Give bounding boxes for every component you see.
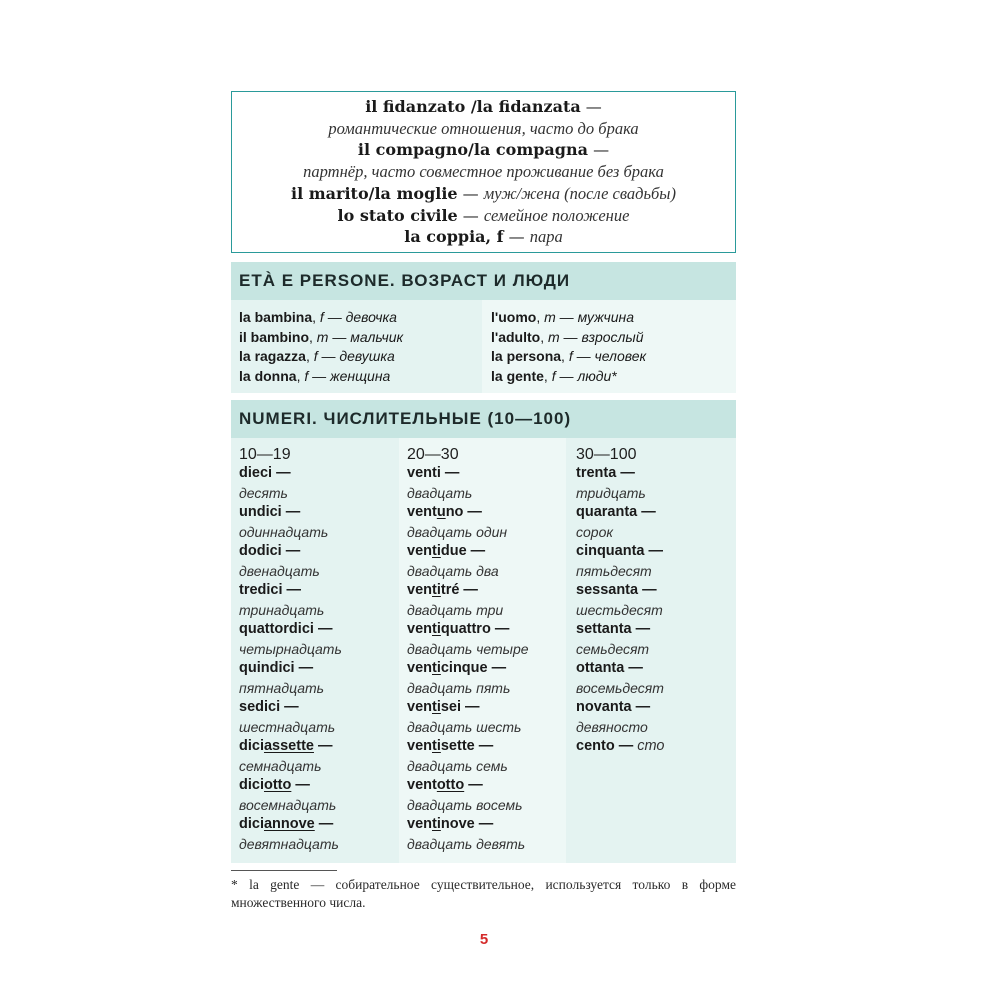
number-entry [239, 815, 396, 854]
number-entry [239, 776, 396, 815]
number-entry [239, 542, 396, 581]
number-translation: восемьдесят [576, 679, 664, 696]
vocab-row: la persona, f — человек [491, 348, 647, 364]
vocab-row: la bambina, f — девочка [239, 309, 397, 325]
vocab-translation: мужчина [577, 309, 635, 325]
vocab-word: la persona [491, 348, 562, 364]
number-word: venti — [407, 465, 460, 481]
number-translation: девяносто [576, 718, 648, 735]
number-entry [239, 737, 396, 776]
number-entry [407, 815, 566, 854]
number-translation: девятнадцать [239, 835, 339, 852]
vocab-term: il compagno/la compagna [357, 140, 588, 160]
number-translation: двадцать [407, 484, 473, 501]
number-entry [407, 503, 566, 542]
number-translation: семнадцать [239, 757, 322, 774]
vocab-translation: девушка [339, 348, 395, 364]
vocab-dash: — [457, 183, 484, 203]
numbers-body [231, 438, 736, 863]
number-entry [239, 659, 396, 698]
number-word-part: ottanta [576, 660, 625, 676]
number-word: dodici — [239, 543, 301, 559]
number-word-part: sedici [239, 699, 281, 715]
vocab-row: il bambino, m — мальчик [239, 328, 404, 345]
number-word: diciotto — [239, 777, 310, 793]
number-entry [576, 503, 736, 542]
number-word: cento — сто [576, 738, 665, 754]
number-word-part: vent [407, 777, 437, 793]
number-word: settanta — [576, 621, 651, 637]
number-translation: двадцать шесть [407, 718, 522, 735]
number-entry [407, 737, 566, 776]
number-word-part: tredici [239, 582, 283, 598]
number-translation: десять [239, 484, 288, 501]
number-entry [407, 542, 566, 581]
number-translation: восемнадцать [239, 796, 337, 813]
age-people-left-column [239, 308, 479, 386]
vocab-gender: f [304, 367, 309, 384]
number-word-part: dieci [239, 465, 273, 481]
number-translation: сорок [576, 523, 613, 540]
number-translation: пятнадцать [239, 679, 325, 696]
number-word-stress: assette [263, 738, 314, 754]
vocab-translation: девочка [345, 309, 397, 325]
age-people-right-column [482, 300, 736, 393]
number-entry [407, 464, 566, 503]
number-translation: одиннадцать [239, 523, 329, 540]
number-translation: двадцать пять [407, 679, 511, 696]
vocab-gender: f [313, 348, 318, 364]
number-word: trenta — [576, 465, 635, 481]
numbers-column-head: 10—19 [239, 446, 291, 463]
number-word: ventidue — [407, 543, 486, 559]
vocab-word: la bambina [239, 309, 313, 325]
number-word-stress: ti [432, 738, 441, 754]
number-word-part: undici [239, 504, 282, 520]
vocab-gender: m [316, 328, 329, 345]
number-translation: двадцать два [407, 562, 499, 579]
vocab-line [232, 205, 735, 227]
vocab-term: lo stato civile [337, 205, 458, 225]
age-people-section [231, 262, 736, 393]
number-word-part: nove [440, 816, 475, 832]
number-word-stress: ti [432, 660, 441, 676]
numbers-column-head: 20—30 [407, 446, 459, 463]
number-word-part: sei [440, 699, 462, 715]
number-word: tredici — [239, 582, 302, 598]
number-word-part: ven [407, 816, 432, 832]
footnote: * la gente — собирательное существительное, используется только в форме множественного числа. [231, 877, 736, 910]
number-entry [576, 581, 736, 620]
number-word-part: venti [407, 465, 441, 481]
vocab-word: la gente [491, 367, 544, 384]
number-word-part: dici [239, 738, 264, 754]
number-word-stress: ti [432, 621, 441, 637]
number-word-part: quindici [239, 660, 295, 676]
number-word-stress: otto [436, 777, 465, 793]
vocab-row: la donna, f — женщина [239, 367, 391, 384]
number-entry [576, 659, 736, 698]
number-word: quindici — [239, 660, 314, 676]
vocab-line [232, 226, 735, 248]
number-translation: двадцать три [407, 601, 504, 618]
number-word: ventotto — [407, 777, 483, 793]
number-translation: тринадцать [239, 601, 325, 618]
vocab-translation: люди* [577, 367, 617, 384]
number-word-part: sessanta [576, 582, 639, 598]
number-entry [576, 737, 736, 757]
vocab-dash: — [587, 140, 610, 160]
vocab-translation: взрослый [581, 328, 644, 345]
number-word-part: vent [407, 504, 437, 520]
vocab-dash: — [580, 97, 602, 116]
number-word-part: settanta [576, 621, 632, 637]
vocab-translation: романтические отношения, часто до брака [328, 118, 639, 138]
number-entry [576, 464, 736, 503]
number-translation: двадцать семь [407, 757, 508, 774]
number-word-part: ven [407, 738, 432, 754]
number-word-stress: u [436, 504, 446, 520]
vocab-row: l'uomo, m — мужчина [491, 309, 635, 325]
number-word-part: dici [239, 816, 264, 832]
number-entry [407, 620, 566, 659]
vocab-dash: — [503, 227, 530, 247]
number-word: ventiquattro — [407, 621, 510, 637]
vocab-word: l'uomo [491, 309, 537, 325]
number-translation: четырнадцать [239, 640, 342, 657]
number-word-part: ven [407, 582, 432, 598]
relationship-vocab-box [231, 91, 736, 253]
vocab-line [232, 183, 735, 205]
vocab-line [232, 139, 735, 161]
number-entry [239, 464, 396, 503]
number-word-stress: otto [263, 777, 292, 793]
vocab-word: il bambino [239, 328, 309, 345]
number-entry [239, 503, 396, 542]
number-translation: сто [637, 738, 665, 754]
number-word: ventisei — [407, 699, 480, 715]
number-word: ottanta — [576, 660, 643, 676]
vocab-translation: мальчик [350, 328, 404, 345]
number-translation: двадцать восемь [407, 796, 523, 813]
number-word-part: ven [407, 660, 432, 676]
number-entry [239, 581, 396, 620]
number-word-part: cento [576, 738, 615, 754]
number-word: cinquanta — [576, 543, 664, 559]
number-entry [407, 581, 566, 620]
vocab-term: la coppia, f [404, 227, 504, 247]
number-word: ventinove — [407, 816, 494, 832]
number-entry [407, 776, 566, 815]
number-word-stress: ti [432, 582, 441, 598]
number-word-part: dodici [239, 543, 282, 559]
number-word-part: quattordici [239, 621, 314, 637]
page-number-text: 5 [479, 931, 489, 948]
vocab-line [232, 118, 735, 140]
vocab-dash: — [457, 205, 484, 225]
vocab-row: la ragazza, f — девушка [239, 348, 395, 364]
number-translation: двадцать один [407, 523, 508, 540]
number-translation: двенадцать [239, 562, 320, 579]
vocab-translation: семейное положение [483, 205, 630, 225]
vocab-translation: партнёр, часто совместное проживание без брака [303, 162, 664, 182]
number-word: diciassette — [239, 738, 333, 754]
number-word-part: novanta [576, 699, 632, 715]
numbers-heading: NUMERI. ЧИСЛИТЕЛЬНЫЕ (10—100) [231, 400, 736, 438]
number-translation: двадцать четыре [407, 640, 529, 657]
number-word-part: dici [239, 777, 264, 793]
number-word-part: sette [440, 738, 475, 754]
numbers-column [399, 438, 566, 863]
vocab-translation: пара [529, 227, 563, 247]
numbers-column [231, 438, 396, 863]
number-word-stress: ti [432, 699, 441, 715]
numbers-column [569, 438, 736, 863]
vocab-translation: муж/жена (после свадьбы) [483, 183, 676, 203]
number-word: ventuno — [407, 504, 482, 520]
vocab-term: il fidanzato /la fidanzata [365, 97, 581, 116]
vocab-gender: f [568, 348, 573, 364]
vocab-translation: человек [594, 348, 647, 364]
number-word: sedici — [239, 699, 299, 715]
vocab-gender: m [544, 309, 556, 325]
number-word-stress: annove [263, 816, 315, 832]
number-word-part: due [440, 543, 467, 559]
number-word: undici — [239, 504, 301, 520]
vocab-gender: f [319, 309, 324, 325]
vocab-gender: f [551, 367, 556, 384]
numbers-column-head: 30—100 [576, 446, 637, 463]
number-word-part: ven [407, 543, 432, 559]
number-translation: пятьдесят [576, 562, 652, 579]
number-translation: шестнадцать [239, 718, 336, 735]
vocab-line [232, 96, 735, 118]
number-word: ventisette — [407, 738, 494, 754]
number-word-part: trenta [576, 465, 617, 481]
age-people-heading: ETÀ E PERSONE. ВОЗРАСТ И ЛЮДИ [231, 262, 736, 300]
number-translation: двадцать девять [407, 835, 526, 852]
number-entry [576, 542, 736, 581]
vocab-gender: m [548, 328, 560, 345]
vocab-word: la ragazza [239, 348, 306, 364]
number-word-stress: ti [432, 816, 441, 832]
number-word-part: no [445, 504, 464, 520]
vocab-row: la gente, f — люди* [491, 367, 617, 384]
number-word: dieci — [239, 465, 291, 481]
number-entry [407, 659, 566, 698]
number-entry [239, 698, 396, 737]
number-word-part: ven [407, 621, 432, 637]
number-word-stress: ti [432, 543, 441, 559]
vocab-word: la donna [239, 367, 297, 384]
number-word-part: quaranta [576, 504, 638, 520]
number-translation: тридцать [576, 484, 646, 501]
number-word: diciannove — [239, 816, 334, 832]
page-number [0, 931, 1000, 948]
number-entry [576, 620, 736, 659]
number-entry [407, 698, 566, 737]
number-word: venticinque — [407, 660, 507, 676]
vocab-translation: женщина [330, 367, 391, 384]
number-word-part: cinque [440, 660, 488, 676]
number-word: ventitré — [407, 582, 478, 598]
number-word: novanta — [576, 699, 651, 715]
number-word-part: quattro [440, 621, 491, 637]
age-people-body [231, 300, 736, 393]
footnote-rule [231, 870, 337, 871]
vocab-line [232, 161, 735, 183]
number-word: quattordici — [239, 621, 333, 637]
vocab-word: l'adulto [491, 328, 541, 345]
number-word-part: ven [407, 699, 432, 715]
vocab-term: il marito/la moglie [291, 183, 458, 203]
number-translation: шестьдесят [576, 601, 663, 618]
vocab-row: l'adulto, m — взрослый [491, 328, 644, 345]
number-entry [576, 698, 736, 737]
number-translation: семьдесят [576, 640, 650, 657]
number-entry [239, 620, 396, 659]
numbers-section [231, 400, 736, 863]
number-word-part: cinquanta [576, 543, 645, 559]
number-word: sessanta — [576, 582, 657, 598]
number-word-part: tré [440, 582, 460, 598]
number-word: quaranta — [576, 504, 656, 520]
